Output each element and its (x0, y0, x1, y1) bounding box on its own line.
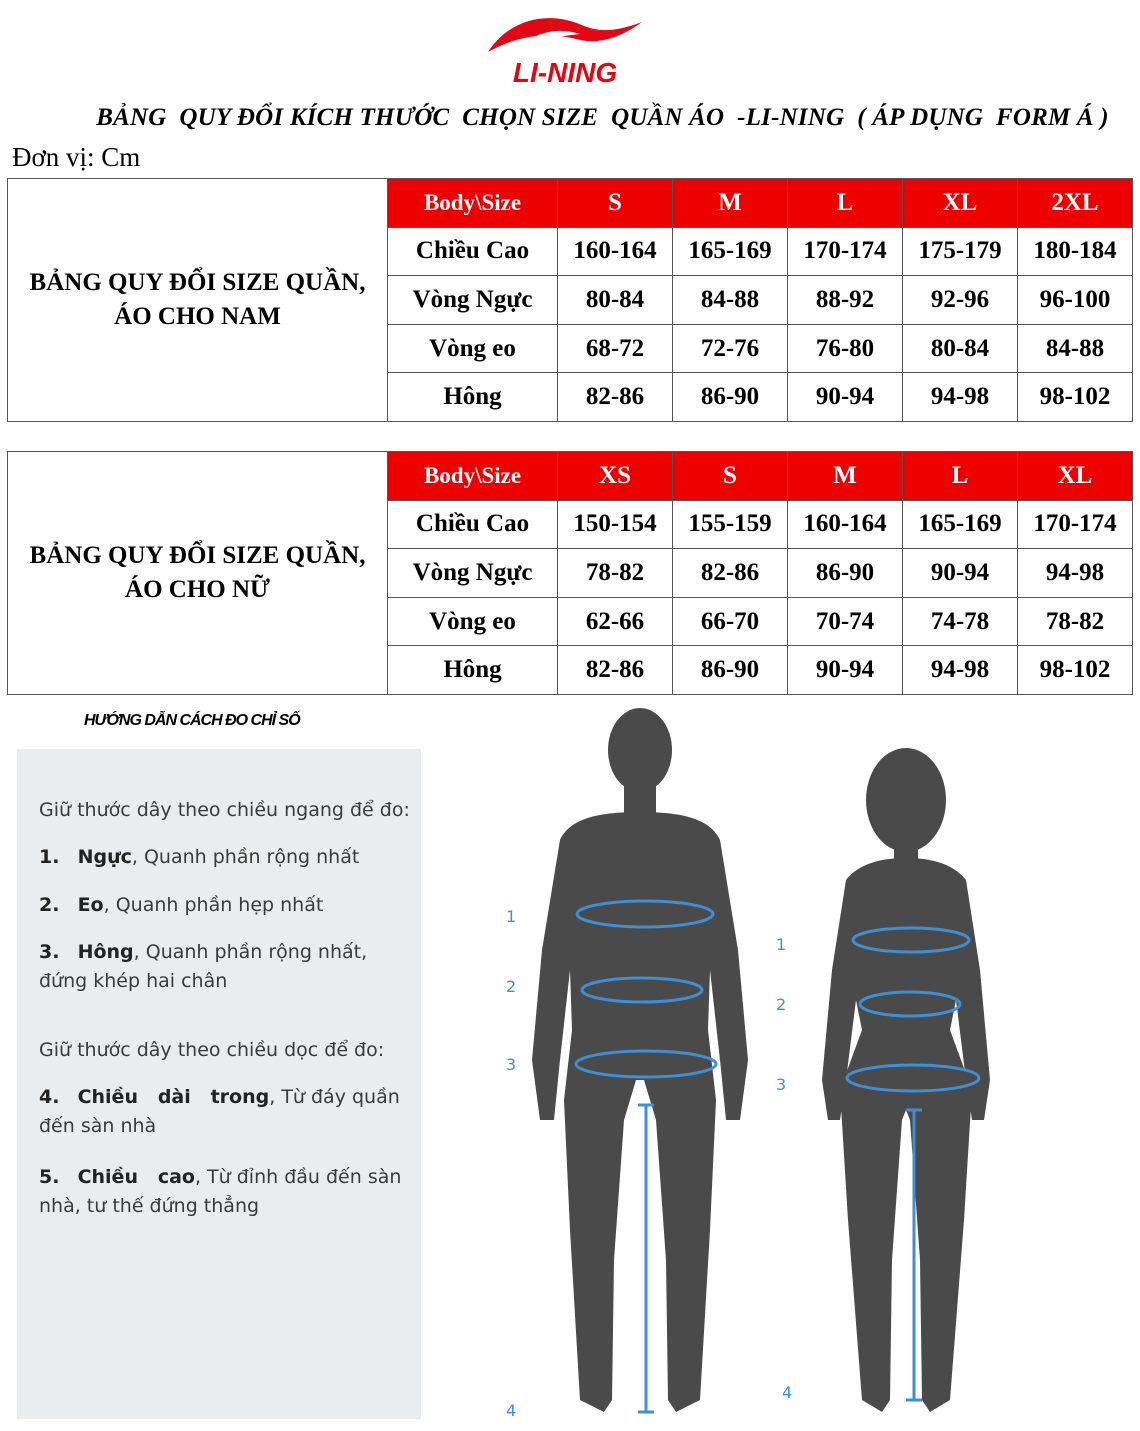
cell-value: 82-86 (558, 373, 673, 422)
row-label: Vòng eo (388, 597, 558, 646)
marker-number: 2 (506, 977, 517, 996)
guide-item (39, 938, 367, 996)
guide-item (39, 1163, 401, 1221)
cell-value: 78-82 (1018, 597, 1133, 646)
guide-item-desc-cont: đến sàn nhà (39, 1115, 157, 1137)
size-header: XS (558, 452, 673, 501)
guide-item-term: Eo (77, 894, 104, 916)
corner-header: Body\Size (388, 179, 558, 228)
cell-value: 94-98 (903, 373, 1018, 422)
guide-item-desc: , Quanh phần rộng nhất (131, 846, 360, 868)
size-header: M (788, 452, 903, 501)
cell-value: 86-90 (673, 646, 788, 695)
marker-number: 3 (506, 1055, 517, 1074)
cell-value: 94-98 (1018, 549, 1133, 598)
cell-value: 180-184 (1018, 227, 1133, 276)
cell-value: 66-70 (673, 597, 788, 646)
cell-value: 82-86 (558, 646, 673, 695)
row-label: Hông (388, 373, 558, 422)
cell-value: 165-169 (673, 227, 788, 276)
guide-item-term: Chiều cao (77, 1166, 195, 1188)
marker-number: 4 (506, 1401, 517, 1420)
marker-number: 2 (776, 995, 787, 1014)
cell-value: 80-84 (903, 324, 1018, 373)
guide-item-number: 2. (39, 894, 60, 916)
cell-value: 160-164 (788, 500, 903, 549)
cell-value: 98-102 (1018, 646, 1133, 695)
women-group-label: BẢNG QUY ĐỔI SIZE QUẦN, ÁO CHO NỮ (8, 452, 388, 695)
cell-value: 74-78 (903, 597, 1018, 646)
size-header: L (788, 179, 903, 228)
cell-value: 160-164 (558, 227, 673, 276)
cell-value: 70-74 (788, 597, 903, 646)
guide-item-desc: , Từ đáy quần (269, 1086, 400, 1108)
marker-number: 1 (776, 935, 787, 954)
cell-value: 72-76 (673, 324, 788, 373)
cell-value: 82-86 (673, 549, 788, 598)
row-label: Vòng Ngực (388, 276, 558, 325)
size-header: S (558, 179, 673, 228)
unit-label: Đơn vị: Cm (12, 142, 141, 172)
cell-value: 170-174 (1018, 500, 1133, 549)
cell-value: 90-94 (788, 373, 903, 422)
row-label: Hông (388, 646, 558, 695)
row-label: Chiều Cao (388, 227, 558, 276)
row-label: Chiều Cao (388, 500, 558, 549)
vertical-intro: Giữ thước dây theo chiều dọc để đo: (39, 1039, 385, 1061)
guide-item-desc-cont: đứng khép hai chân (39, 970, 228, 992)
cell-value: 86-90 (673, 373, 788, 422)
cell-value: 90-94 (788, 646, 903, 695)
guide-item-desc: , Quanh phần rộng nhất, (133, 941, 368, 963)
guide-item-number: 4. (39, 1086, 60, 1108)
guide-item (39, 843, 359, 872)
guide-item (39, 1083, 400, 1141)
guide-item-number: 5. (39, 1166, 60, 1188)
women-size-table (7, 451, 1133, 695)
guide-item-desc: , Quanh phần hẹp nhất (103, 894, 324, 916)
men-group-label: BẢNG QUY ĐỔI SIZE QUẦN, ÁO CHO NAM (8, 179, 388, 422)
cell-value: 84-88 (1018, 324, 1133, 373)
brand-wordmark: LI-NING (512, 57, 618, 88)
guide-item-term: Chiều dài trong (77, 1086, 270, 1108)
guide-item (39, 891, 323, 920)
cell-value: 175-179 (903, 227, 1018, 276)
guide-item-desc: , Từ đỉnh đầu đến sàn (194, 1166, 402, 1188)
row-label: Vòng eo (388, 324, 558, 373)
cell-value: 155-159 (673, 500, 788, 549)
cell-value: 98-102 (1018, 373, 1133, 422)
cell-value: 170-174 (788, 227, 903, 276)
marker-number: 4 (782, 1383, 793, 1402)
guide-item-term: Ngực (77, 846, 132, 868)
guide-item-desc-cont: nhà, tư thế đứng thẳng (39, 1195, 260, 1217)
cell-value: 96-100 (1018, 276, 1133, 325)
cell-value: 92-96 (903, 276, 1018, 325)
guide-item-term: Hông (77, 941, 134, 963)
men-size-table (7, 178, 1133, 422)
cell-value: 90-94 (903, 549, 1018, 598)
horizontal-intro: Giữ thước dây theo chiều ngang để đo: (39, 799, 410, 821)
size-header: XL (903, 179, 1018, 228)
corner-header: Body\Size (388, 452, 558, 501)
cell-value: 150-154 (558, 500, 673, 549)
cell-value: 80-84 (558, 276, 673, 325)
marker-number: 3 (776, 1075, 787, 1094)
row-label: Vòng Ngực (388, 549, 558, 598)
page-title: BẢNG QUY ĐỔI KÍCH THƯỚC CHỌN SIZE QUẦN ÁO -LI-NING ( ÁP DỤNG FORM Á ) (96, 104, 1109, 131)
cell-value: 78-82 (558, 549, 673, 598)
li-ning-logo (480, 8, 650, 90)
size-header: S (673, 452, 788, 501)
cell-value: 68-72 (558, 324, 673, 373)
guide-item-number: 1. (39, 846, 60, 868)
size-header: L (903, 452, 1018, 501)
male-silhouette (532, 708, 748, 1412)
cell-value: 165-169 (903, 500, 1018, 549)
cell-value: 88-92 (788, 276, 903, 325)
marker-number: 1 (506, 907, 517, 926)
size-header: XL (1018, 452, 1133, 501)
guide-item-number: 3. (39, 941, 60, 963)
size-header: M (673, 179, 788, 228)
cell-value: 94-98 (903, 646, 1018, 695)
cell-value: 62-66 (558, 597, 673, 646)
li-ning-swoosh-icon (480, 8, 650, 90)
measurement-guide-panel (17, 749, 421, 1419)
cell-value: 76-80 (788, 324, 903, 373)
cell-value: 86-90 (788, 549, 903, 598)
guide-heading: HƯỚNG DẪN CÁCH ĐO CHỈ SỐ (84, 712, 300, 729)
body-measurement-figures (490, 700, 1010, 1430)
cell-value: 84-88 (673, 276, 788, 325)
size-header: 2XL (1018, 179, 1133, 228)
